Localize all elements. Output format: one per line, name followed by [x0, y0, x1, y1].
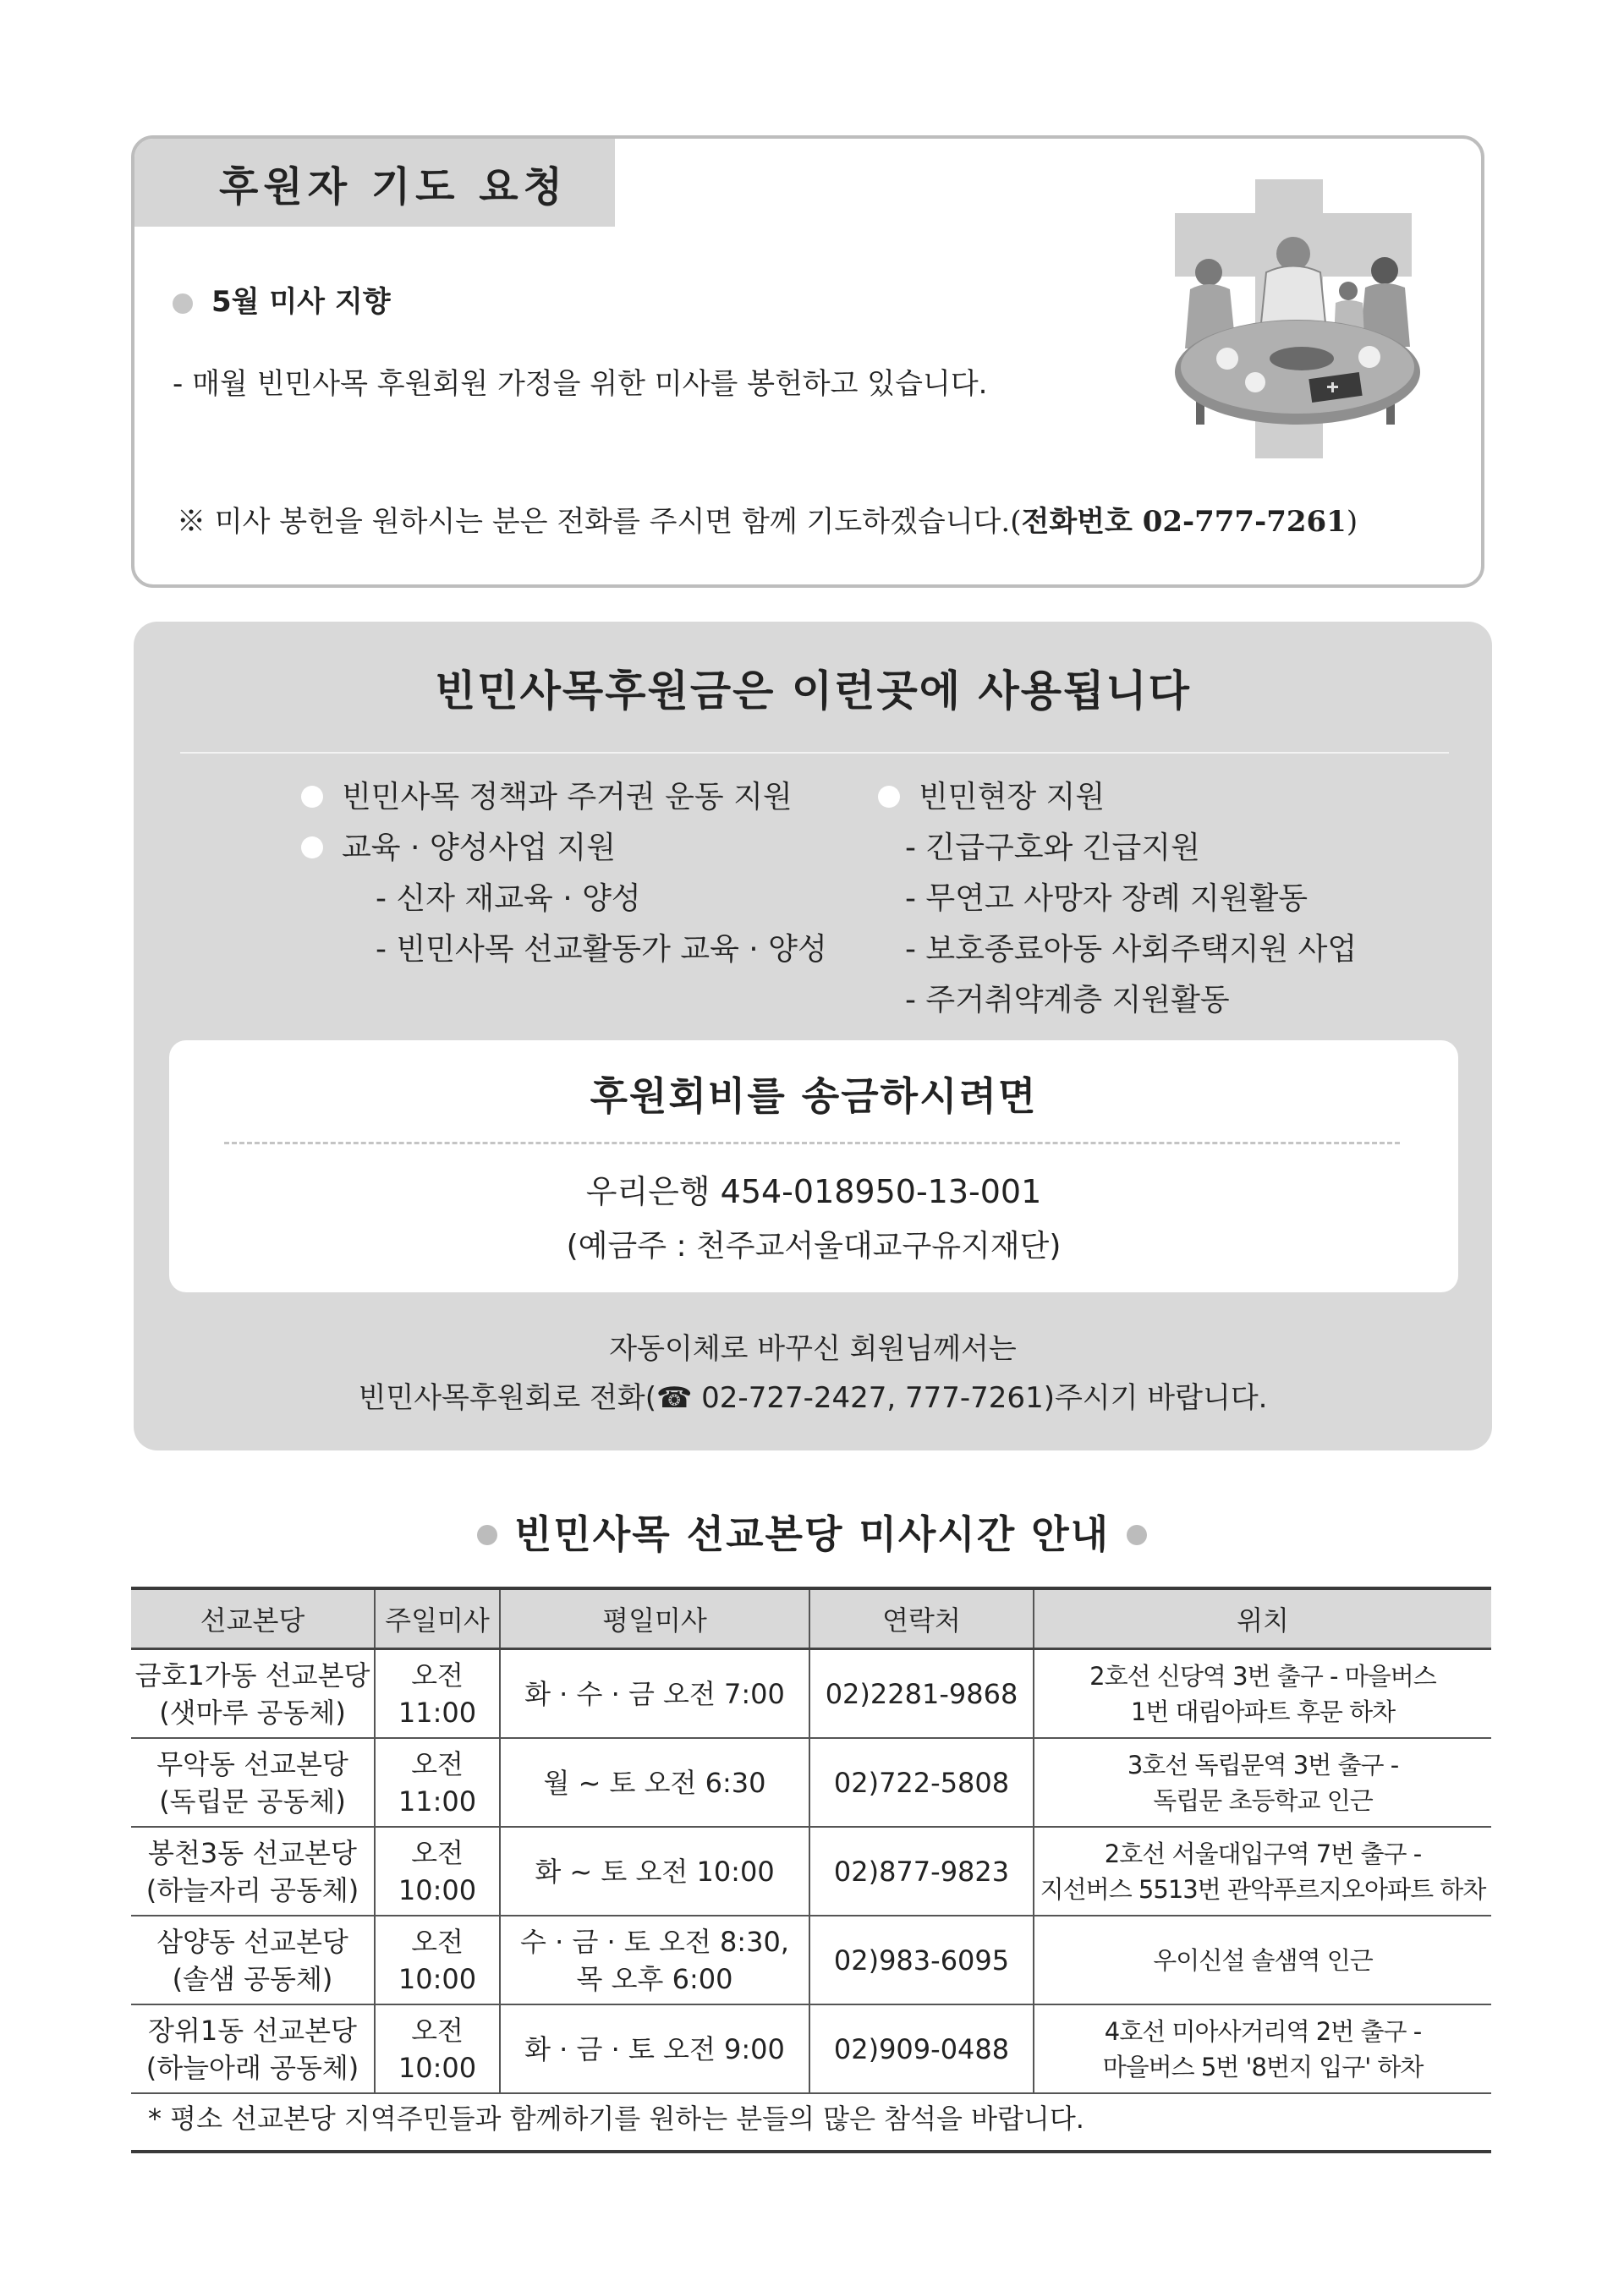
table-row — [131, 1738, 1491, 1827]
phone-cell: 02)722-5808 — [809, 1738, 1034, 1827]
list-subitem: - 긴급구호와 긴급지원 — [905, 831, 1200, 865]
sunday-mass-cell-line: 오전 — [411, 1925, 464, 1958]
location-cell — [1034, 1738, 1491, 1827]
account-holder: (예금주 : 천주교서울대교구유지재단) — [566, 1229, 1062, 1264]
usage-list-right — [878, 772, 1357, 1026]
location-cell-line: 마을버스 5번 '8번지 입구' 하차 — [1102, 2052, 1424, 2081]
weekday-mass-cell — [500, 1916, 809, 2004]
list-subitem: - 무연고 사망자 장례 지원활동 — [905, 881, 1309, 916]
table-header-row — [131, 1588, 1491, 1649]
church-name-cell-line: (하늘아래 공동체) — [145, 2051, 359, 2084]
phone-cell: 02)2281-9868 — [809, 1649, 1034, 1739]
weekday-mass-cell — [500, 1649, 809, 1739]
prayer-request-box — [131, 135, 1484, 588]
list-subitem: - 신자 재교육 · 양성 — [376, 881, 641, 916]
list-item-text: 빈민사목 정책과 주거권 운동 지원 — [342, 780, 793, 814]
intention-heading-text: 5월 미사 지향 — [211, 285, 391, 319]
list-subitem: - 빈민사목 선교활동가 교육 · 양성 — [376, 932, 827, 967]
table-row — [131, 2004, 1491, 2093]
sunday-mass-cell-line: 오전 — [411, 1836, 464, 1869]
phone-cell: 02)983-6095 — [809, 1916, 1034, 2004]
church-name-cell — [131, 1916, 375, 2004]
column-header: 평일미사 — [500, 1588, 809, 1649]
sunday-mass-cell — [375, 1827, 500, 1916]
sunday-mass-cell-line: 오전 — [411, 1747, 464, 1780]
church-name-cell — [131, 1738, 375, 1827]
location-cell-line: 2호선 신당역 3번 출구 - 마을버스 — [1089, 1661, 1436, 1691]
location-cell-line: 3호선 독립문역 3번 출구 - — [1127, 1750, 1399, 1779]
church-name-cell-line: (하늘자리 공동체) — [145, 1873, 359, 1906]
phone-cell: 02)877-9823 — [809, 1827, 1034, 1916]
location-cell-line: 독립문 초등학교 인근 — [1153, 1785, 1373, 1815]
column-header: 주일미사 — [375, 1588, 500, 1649]
list-subitem: - 주거취약계층 지원활동 — [905, 983, 1230, 1017]
table-body — [131, 1649, 1491, 2094]
prayer-request-title: 후원자 기도 요청 — [134, 139, 615, 227]
intention-text: - 매월 빈민사목 후원회원 가정을 위한 미사를 봉헌하고 있습니다. — [173, 367, 988, 401]
divider — [180, 752, 1449, 754]
list-item-text: 빈민현장 지원 — [919, 780, 1106, 814]
weekday-mass-cell-line: 화 ~ 토 오전 10:00 — [535, 1855, 775, 1888]
sunday-mass-cell — [375, 1916, 500, 2004]
location-cell-line: 우이신설 솔샘역 인근 — [1153, 1945, 1373, 1975]
weekday-mass-cell-line: 월 ~ 토 오전 6:30 — [543, 1766, 766, 1799]
phone-cell: 02)909-0488 — [809, 2004, 1034, 2093]
table-row — [131, 1916, 1491, 2004]
list-item — [301, 772, 827, 823]
schedule-footnote: * 평소 선교본당 지역주민들과 함께하기를 원하는 분들의 많은 참석을 바랍니다. — [131, 2097, 1491, 2153]
church-name-cell-line: (독립문 공동체) — [159, 1785, 346, 1818]
church-name-cell-line: (솔샘 공동체) — [172, 1962, 333, 1995]
weekday-mass-cell-line: 수 · 금 · 토 오전 8:30, — [520, 1925, 789, 1958]
sunday-mass-cell-line: 오전 — [411, 2014, 464, 2047]
church-name-cell-line: 삼양동 선교본당 — [156, 1925, 348, 1958]
table-row — [131, 1827, 1491, 1916]
auto-transfer-note-line2: 빈민사목후원회로 전화(☎ 02-727-2427, 777-7261)주시기 바랍니다. — [358, 1381, 1268, 1415]
schedule-title — [0, 1504, 1624, 1560]
bullet-icon — [301, 786, 323, 808]
church-name-cell-line: 봉천3동 선교본당 — [148, 1836, 357, 1869]
church-name-cell-line: (샛마루 공동체) — [159, 1696, 346, 1729]
bullet-icon — [173, 293, 193, 314]
last-supper-illustration — [1166, 179, 1429, 458]
church-name-cell-line: 장위1동 선교본당 — [148, 2014, 357, 2047]
prayer-note — [177, 498, 1358, 540]
usage-list-left — [301, 772, 827, 975]
sunday-mass-cell — [375, 1649, 500, 1739]
sunday-mass-cell-line: 10:00 — [398, 2051, 477, 2084]
sunday-mass-cell-line: 11:00 — [398, 1785, 477, 1818]
location-cell-line: 2호선 서울대입구역 7번 출구 - — [1104, 1839, 1422, 1868]
sunday-mass-cell-line: 오전 — [411, 1659, 464, 1692]
weekday-mass-cell — [500, 1738, 809, 1827]
bank-account: 우리은행 454-018950-13-001 — [585, 1173, 1042, 1210]
sunday-mass-cell — [375, 2004, 500, 2093]
table-row — [131, 1649, 1491, 1739]
weekday-mass-cell-line: 화 · 금 · 토 오전 9:00 — [524, 2032, 785, 2065]
bullet-icon — [301, 836, 323, 858]
church-name-cell-line: 금호1가동 선교본당 — [134, 1659, 370, 1692]
dashed-divider — [224, 1142, 1400, 1144]
auto-transfer-note-line1: 자동이체로 바꾸신 회원님께서는 — [609, 1332, 1017, 1366]
donation-usage-box — [134, 622, 1492, 1450]
church-name-cell-line: 무악동 선교본당 — [156, 1747, 348, 1780]
bullet-icon — [878, 786, 900, 808]
location-cell — [1034, 2004, 1491, 2093]
list-item — [878, 772, 1357, 823]
location-cell-line: 4호선 미아사거리역 2번 출구 - — [1104, 2016, 1422, 2046]
list-subitem: - 보호종료아동 사회주택지원 사업 — [905, 932, 1358, 967]
church-name-cell — [131, 1649, 375, 1739]
sunday-mass-cell-line: 10:00 — [398, 1962, 477, 1995]
location-cell — [1034, 1649, 1491, 1739]
column-header: 위치 — [1034, 1588, 1491, 1649]
column-header: 선교본당 — [131, 1588, 375, 1649]
location-cell-line: 1번 대림아파트 후문 하차 — [1130, 1697, 1396, 1726]
weekday-mass-cell-line: 목 오후 6:00 — [576, 1962, 733, 1995]
bullet-icon — [1127, 1525, 1147, 1545]
location-cell-line: 지선버스 5513번 관악푸르지오아파트 하차 — [1040, 1874, 1486, 1904]
weekday-mass-cell-line: 화 · 수 · 금 오전 7:00 — [524, 1677, 785, 1710]
remittance-box — [169, 1040, 1458, 1292]
prayer-note-prefix: ※ 미사 봉헌을 원하시는 분은 전화를 주시면 함께 기도하겠습니다.( — [177, 505, 1022, 539]
column-header: 연락처 — [809, 1588, 1034, 1649]
schedule-title-text: 빈민사목 선교본당 미사시간 안내 — [513, 1511, 1111, 1557]
remittance-title: 후원회비를 송금하시려면 — [590, 1073, 1038, 1119]
weekday-mass-cell — [500, 1827, 809, 1916]
list-item-text: 교육 · 양성사업 지원 — [342, 831, 616, 865]
usage-title: 빈민사목후원금은 이런곳에 사용됩니다 — [435, 666, 1191, 716]
location-cell — [1034, 1916, 1491, 2004]
mass-schedule-table — [131, 1587, 1491, 2094]
sunday-mass-cell-line: 11:00 — [398, 1696, 477, 1729]
intention-heading — [173, 278, 391, 320]
sunday-mass-cell — [375, 1738, 500, 1827]
prayer-note-phone: 전화번호 02-777-7261 — [1021, 505, 1347, 539]
sunday-mass-cell-line: 10:00 — [398, 1873, 477, 1906]
list-item — [301, 823, 827, 874]
church-name-cell — [131, 1827, 375, 1916]
location-cell — [1034, 1827, 1491, 1916]
prayer-note-suffix: ) — [1346, 505, 1358, 539]
weekday-mass-cell — [500, 2004, 809, 2093]
church-name-cell — [131, 2004, 375, 2093]
bullet-icon — [477, 1525, 497, 1545]
